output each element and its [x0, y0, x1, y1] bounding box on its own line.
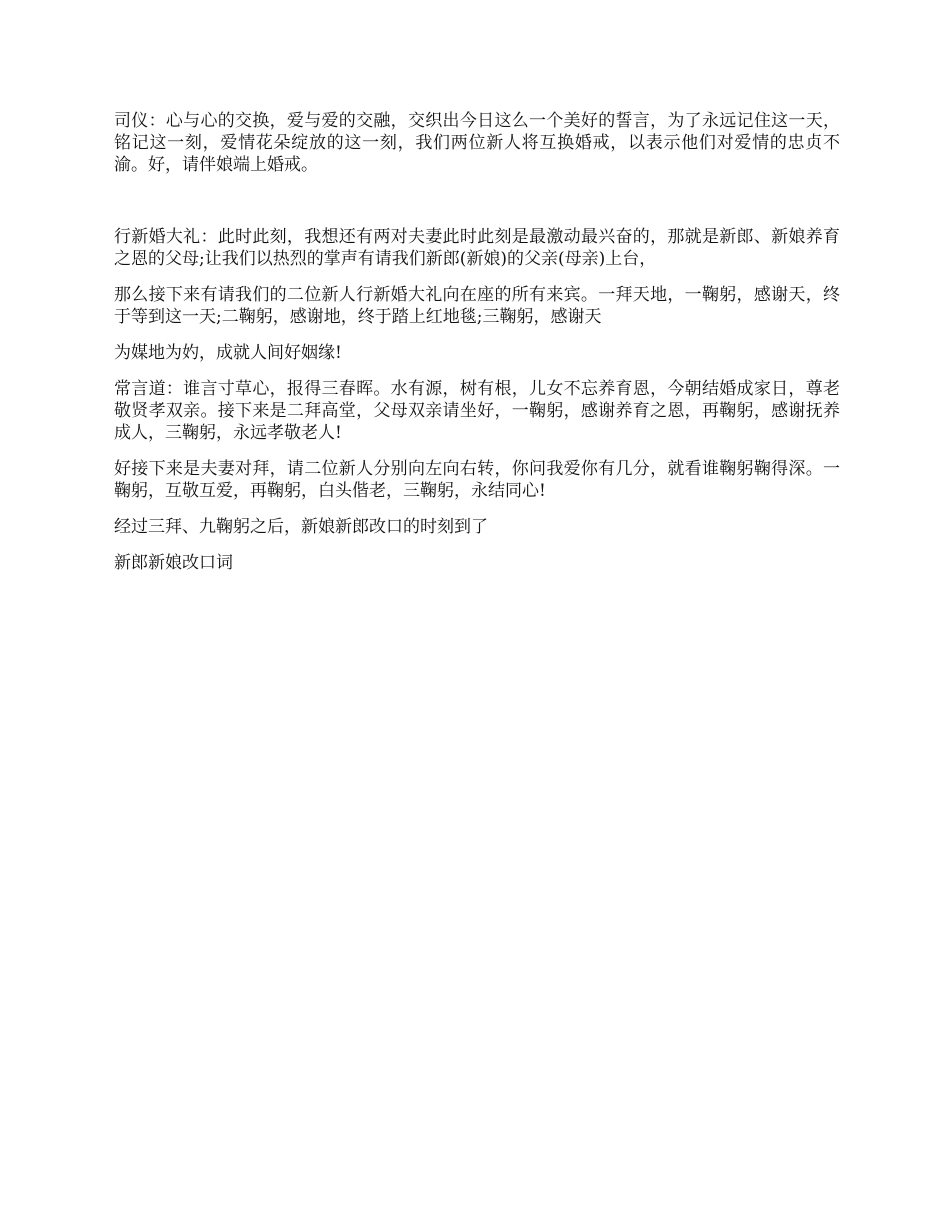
paragraph-bow-to-heaven-earth: 那么接下来有请我们的二位新人行新婚大礼向在座的所有来宾。一拜天地，一鞠躬，感谢天，终于等到这一天;二鞠躬，感谢地，终于踏上红地毯;三鞠躬，感谢天: [114, 285, 840, 327]
paragraph-ring-exchange: 司仪：心与心的交换，爱与爱的交融，交织出今日这么一个美好的誓言，为了永远记住这一天，铭记这一刻，爱情花朵绽放的这一刻，我们两位新人将互换婚戒，以表示他们对爱情的忠贞不渝。好，请伴娘端上婚戒。: [114, 111, 840, 175]
paragraph-name-change-heading: 新郎新娘改口词: [114, 553, 233, 573]
paragraph-bow-to-each-other: 好接下来是夫妻对拜，请二位新人分别向左向右转，你问我爱你有几分，就看谁鞠躬鞠得深。一鞠躬，互敬互爱，再鞠躬，白头偕老，三鞠躬，永结同心!: [114, 459, 840, 501]
paragraph-wedding-ceremony-intro: 行新婚大礼：此时此刻，我想还有两对夫妻此时此刻是最激动最兴奋的，那就是新郎、新娘养育之恩的父母;让我们以热烈的掌声有请我们新郎(新娘)的父亲(母亲)上台，: [114, 227, 840, 269]
paragraph-matchmaker-line: 为媒地为妁，成就人间好姻缘!: [114, 343, 342, 363]
paragraph-name-change-moment: 经过三拜、九鞠躬之后，新娘新郎改口的时刻到了: [114, 517, 488, 537]
paragraph-bow-to-parents: 常言道：谁言寸草心，报得三春晖。水有源，树有根，儿女不忘养育恩，今朝结婚成家日，尊老敬贤孝双亲。接下来是二拜高堂，父母双亲请坐好，一鞠躬，感谢养育之恩，再鞠躬，感谢抚养成人，三鞠躬，永远孝敬老人!: [114, 379, 840, 443]
document-body: [114, 110, 840, 588]
